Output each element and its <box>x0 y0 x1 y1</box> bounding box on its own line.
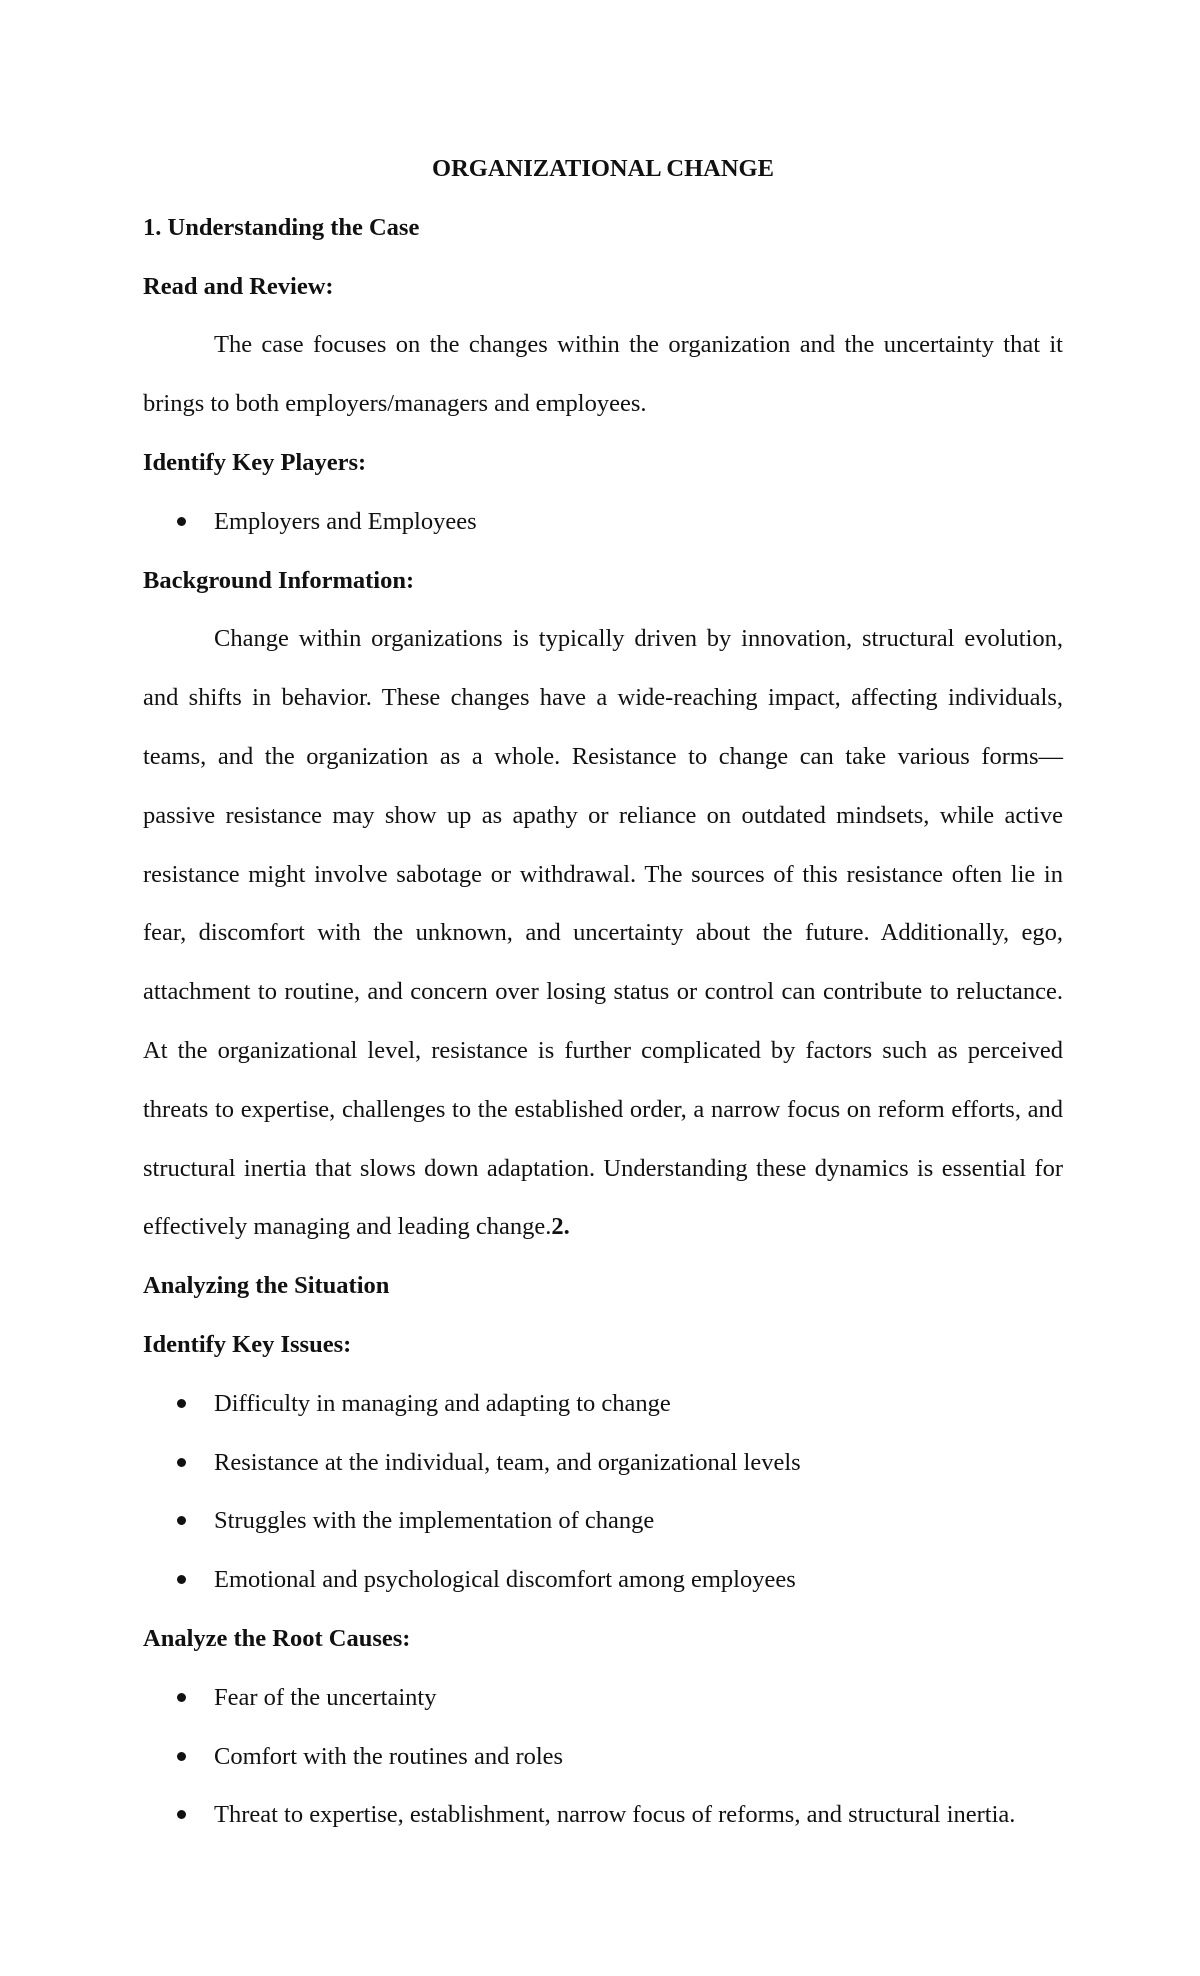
key-players-heading: Identify Key Players: <box>143 448 367 476</box>
list-item-text: Threat to expertise, establishment, narrow focus of reforms, and structural inertia. <box>214 1801 1016 1829</box>
bullet-icon <box>177 1458 186 1467</box>
background-heading: Background Information: <box>143 566 415 594</box>
read-review-paragraph: The case focuses on the changes within the organization and the uncertainty that it brings to both employers/managers and employees. <box>143 331 1063 418</box>
read-review-heading: Read and Review: <box>143 272 334 300</box>
list-item-text: Comfort with the routines and roles <box>214 1742 564 1770</box>
list-item-text: Struggles with the implementation of change <box>214 1507 655 1535</box>
document-body <box>143 140 1063 1845</box>
list-item <box>143 1434 1063 1493</box>
list-item <box>143 1786 1063 1845</box>
bullet-icon <box>177 1575 186 1584</box>
list-item <box>143 1551 1063 1610</box>
bullet-icon <box>177 1399 186 1408</box>
section-number-inline: 2. <box>551 1213 570 1241</box>
document-title: ORGANIZATIONAL CHANGE <box>432 155 774 182</box>
list-item <box>143 1375 1063 1434</box>
section-heading-understanding: 1. Understanding the Case <box>143 213 420 241</box>
key-issues-list <box>143 1375 1063 1610</box>
root-causes-list <box>143 1669 1063 1845</box>
root-causes-heading: Analyze the Root Causes: <box>143 1624 411 1652</box>
list-item-text: Emotional and psychological discomfort among employees <box>214 1566 796 1594</box>
section-heading-analyzing: Analyzing the Situation <box>143 1272 390 1300</box>
background-text: Change within organizations is typically driven by innovation, structural evolution, and shifts in behavior. These changes have a wide-reaching impact, affecting individuals, teams, and the organization as a whole. Resistance to change can take various forms—passive resistance may show up as apathy or reliance on outdated mindsets, while active resistance might involve sabotage or withdrawal. The sources of this resistance often lie in fear, discomfort with the unknown, and uncertainty about the future. Additionally, ego, attachment to routine, and concern over losing status or control can contribute to reluctance. At the organizational level, resistance is further complicated by factors such as perceived threats to expertise, challenges to the established order, a narrow focus on reform efforts, and structural inertia that slows down adaptation. Understanding these dynamics is essential for effectively managing and leading change. <box>143 625 1063 1241</box>
bullet-icon <box>177 517 186 526</box>
background-paragraph <box>143 610 1063 1257</box>
list-item <box>143 1492 1063 1551</box>
list-item-text: Resistance at the individual, team, and organizational levels <box>214 1448 801 1476</box>
bullet-icon <box>177 1516 186 1525</box>
list-item-text: Difficulty in managing and adapting to change <box>214 1389 671 1417</box>
list-item <box>143 493 1063 552</box>
list-item-text: Fear of the uncertainty <box>214 1683 437 1711</box>
list-item <box>143 1728 1063 1787</box>
bullet-icon <box>177 1693 186 1702</box>
bullet-icon <box>177 1752 186 1761</box>
bullet-icon <box>177 1810 186 1819</box>
list-item <box>143 1669 1063 1728</box>
key-issues-heading: Identify Key Issues: <box>143 1330 352 1358</box>
key-players-list <box>143 493 1063 552</box>
list-item-text: Employers and Employees <box>214 507 477 535</box>
